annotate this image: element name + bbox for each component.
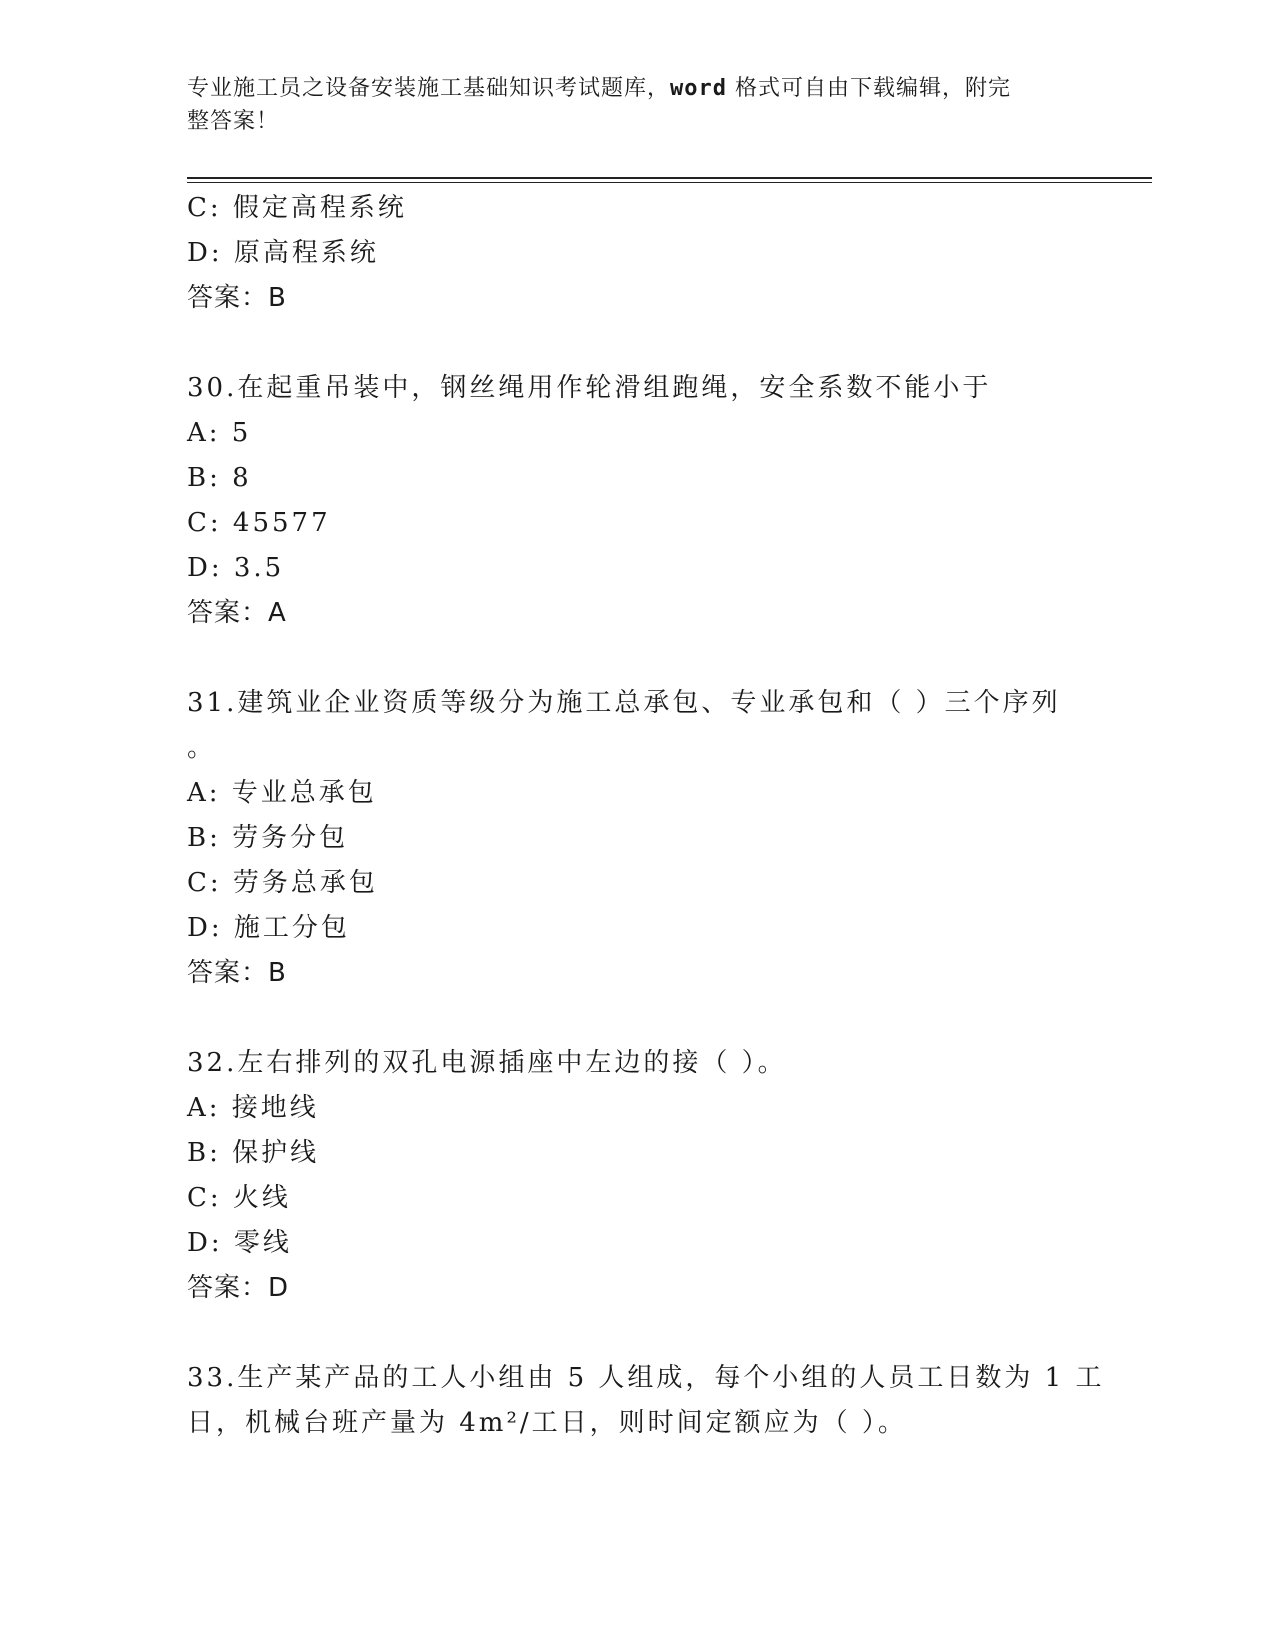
header-divider-thick	[187, 177, 1152, 179]
header-text: 专业施工员之设备安装施工基础知识考试题库，	[187, 76, 671, 101]
header-divider-thin	[187, 182, 1152, 183]
question-30: 30.在起重吊装中，钢丝绳用作轮滑组跑绳，安全系数不能小于	[187, 373, 992, 403]
question-33-cont: 日，机械台班产量为 4m²/工日，则时间定额应为（ ）。	[187, 1408, 907, 1438]
option-c: C: 假定高程系统	[187, 193, 407, 223]
option-d: D: 原高程系统	[187, 238, 379, 268]
option-b: B: 保护线	[187, 1138, 320, 1168]
question-31-cont: 。	[187, 733, 217, 763]
question-31: 31.建筑业企业资质等级分为施工总承包、专业承包和（ ）三个序列	[187, 688, 1061, 718]
document-header	[187, 72, 1067, 138]
option-c: C: 45577	[187, 508, 331, 538]
header-text-cont: 格式可自由下载编辑，附完	[727, 76, 1011, 101]
answer: 答案：B	[187, 283, 287, 313]
answer: 答案：B	[187, 958, 287, 988]
header-line-2: 整答案！	[187, 109, 280, 134]
option-a: A: 接地线	[187, 1093, 319, 1123]
question-33: 33.生产某产品的工人小组由 5 人组成，每个小组的人员工日数为 1 工	[187, 1363, 1105, 1393]
option-d: D: 3.5	[187, 553, 285, 583]
header-word-format: word	[670, 76, 727, 101]
answer: 答案：A	[187, 598, 287, 628]
option-c: C: 火线	[187, 1183, 291, 1213]
question-32: 32.左右排列的双孔电源插座中左边的接（ ）。	[187, 1048, 787, 1078]
answer: 答案：D	[187, 1273, 290, 1303]
option-b: B: 劳务分包	[187, 823, 349, 853]
option-b: B: 8	[187, 463, 252, 493]
option-a: A: 5	[187, 418, 252, 448]
option-c: C: 劳务总承包	[187, 868, 378, 898]
option-a: A: 专业总承包	[187, 778, 377, 808]
option-d: D: 施工分包	[187, 913, 350, 943]
header-line-1	[187, 72, 1067, 105]
option-d: D: 零线	[187, 1228, 292, 1258]
